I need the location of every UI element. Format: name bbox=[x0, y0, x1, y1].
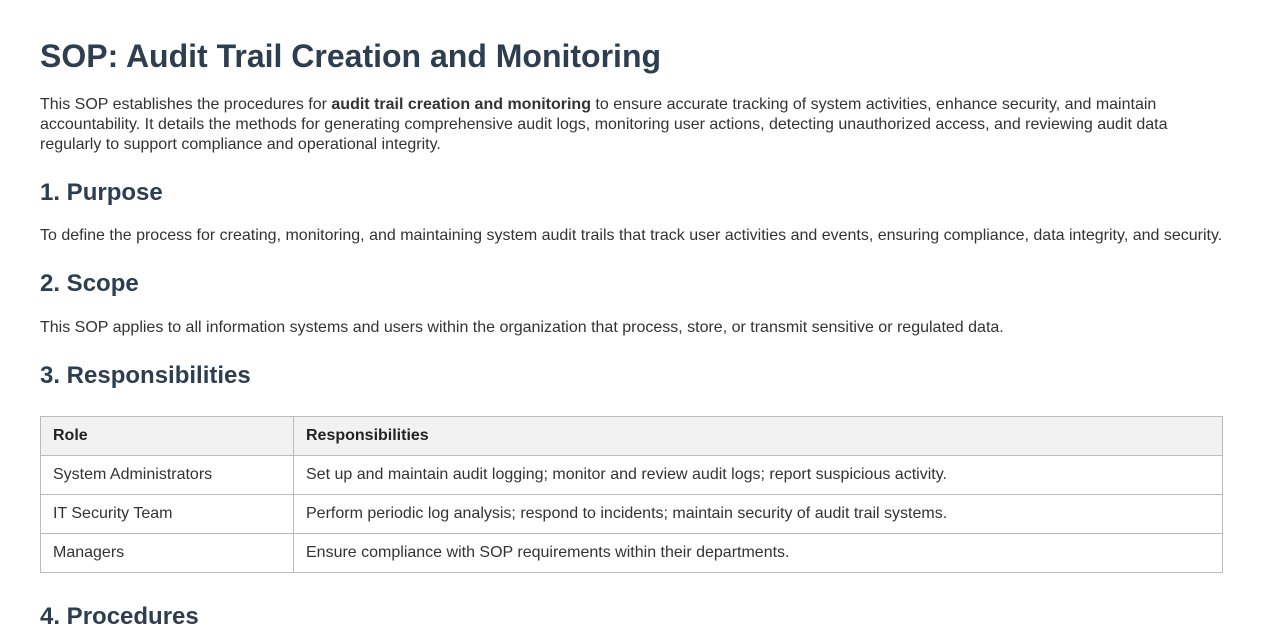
section-heading-procedures: 4. Procedures bbox=[40, 602, 199, 630]
section-heading-scope: 2. Scope bbox=[40, 270, 139, 298]
page-title: SOP: Audit Trail Creation and Monitoring bbox=[40, 38, 662, 74]
intro-bold-phrase: audit trail creation and monitoring bbox=[331, 95, 591, 113]
column-header-responsibilities: Responsibilities bbox=[294, 416, 1223, 455]
table-row-managers bbox=[41, 533, 1223, 572]
intro-paragraph bbox=[40, 95, 1223, 155]
sop-document bbox=[40, 38, 1223, 630]
responsibilities-cell: Ensure compliance with SOP requirements within their departments. bbox=[294, 533, 1223, 572]
role-cell: IT Security Team bbox=[41, 494, 294, 533]
responsibilities-cell: Set up and maintain audit logging; monitor and review audit logs; report suspicious activity. bbox=[294, 455, 1223, 494]
section-heading-responsibilities: 3. Responsibilities bbox=[40, 361, 251, 389]
responsibilities-table-header bbox=[41, 416, 1223, 455]
intro-text-after-bold: to ensure accurate tracking of system activities, enhance security, and maintain accountability. It details the methods for generating comprehensive audit logs, monitoring user actions, detecting unauthorized access, and reviewing audit data regularly to support compliance and operational integrity. bbox=[40, 95, 1168, 153]
intro-text-before-bold: This SOP establishes the procedures for bbox=[40, 95, 332, 113]
purpose-paragraph: To define the process for creating, monitoring, and maintaining system audit trails that track user activities and events, ensuring compliance, data integrity, and security. bbox=[40, 227, 1223, 245]
section-heading-purpose: 1. Purpose bbox=[40, 178, 163, 206]
responsibilities-table bbox=[40, 416, 1223, 573]
scope-paragraph: This SOP applies to all information systems and users within the organization that process, store, or transmit sensitive or regulated data. bbox=[40, 318, 1004, 336]
responsibilities-cell: Perform periodic log analysis; respond to incidents; maintain security of audit trail systems. bbox=[294, 494, 1223, 533]
column-header-role: Role bbox=[41, 416, 294, 455]
role-cell: System Administrators bbox=[41, 455, 294, 494]
table-row-system-administrators bbox=[41, 455, 1223, 494]
table-header-row bbox=[41, 416, 1223, 455]
responsibilities-table-body bbox=[41, 455, 1223, 572]
role-cell: Managers bbox=[41, 533, 294, 572]
table-row-it-security-team bbox=[41, 494, 1223, 533]
